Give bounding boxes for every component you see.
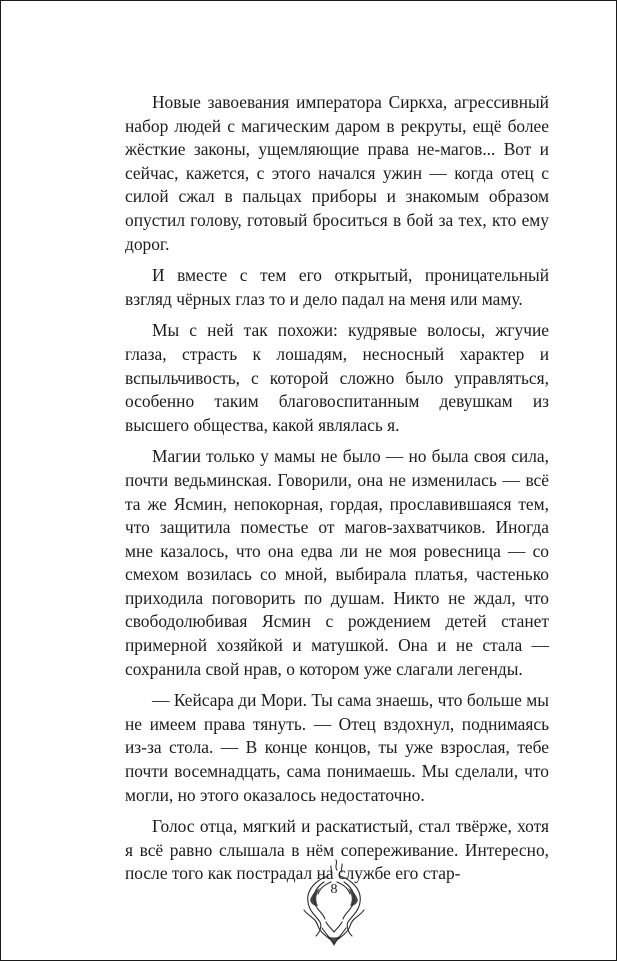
paragraph: Новые завоевания императора Сиркха, агрессивный набор людей с магическим даром в рекруты, ещё более жёсткие законы, ущемляющие права не-магов... Вот и сейчас, кажется, с этого начался ужин — когда отец с силой сжал в пальцах приборы и знакомым образом опустил голову, готовый броситься в бой за тех, кто ему дорог.: [125, 92, 549, 254]
paragraph: — Кейсара ди Мори. Ты сама знаешь, что больше мы не имеем права тянуть. — Отец вздохнул, поднимаясь из-за стола. — В конце концов, ты уже взрослая, тебе почти восемнадцать, сама понимаешь. Мы сделали, что могли, но этого оказалось недостаточно.: [125, 690, 549, 805]
page-number-ornament: [298, 856, 370, 948]
paragraph: Магии только у мамы не было — но была своя сила, почти ведьминская. Говорили, она не изменилась — всё та же Ясмин, непокорная, гордая, прославившаяся тем, что защитила поместье от магов-захватчиков. Иногда мне казалось, что она едва ли не моя ровесница — со смехом возилась со мной, выбирала платья, частенько приходила поговорить по душам. Никто не ждал, что свободолюбивая Ясмин с рождением детей станет примерной хозяйкой и матушкой. Она и не стала — сохранила свой нрав, о котором уже слагали легенды.: [125, 446, 549, 679]
page-text: [125, 91, 549, 894]
paragraph: И вместе с тем его открытый, проницательный взгляд чёрных глаз то и дело падал на меня или маму.: [125, 265, 549, 309]
paragraph: Мы с ней так похожи: кудрявые волосы, жгучие глаза, страсть к лошадям, несносный характер и вспыльчивость, с которой сложно было управляться, особенно таким благовоспитанным девушкам из высшего общества, какой являлась я.: [125, 320, 549, 435]
paragraph: Голос отца, мягкий и раскатистый, стал твёрже, хотя я всё равно слышала в нём сопереживание. Интересно, после того как пострадал на службе его стар-: [125, 816, 549, 884]
page-number: 8: [330, 882, 338, 897]
